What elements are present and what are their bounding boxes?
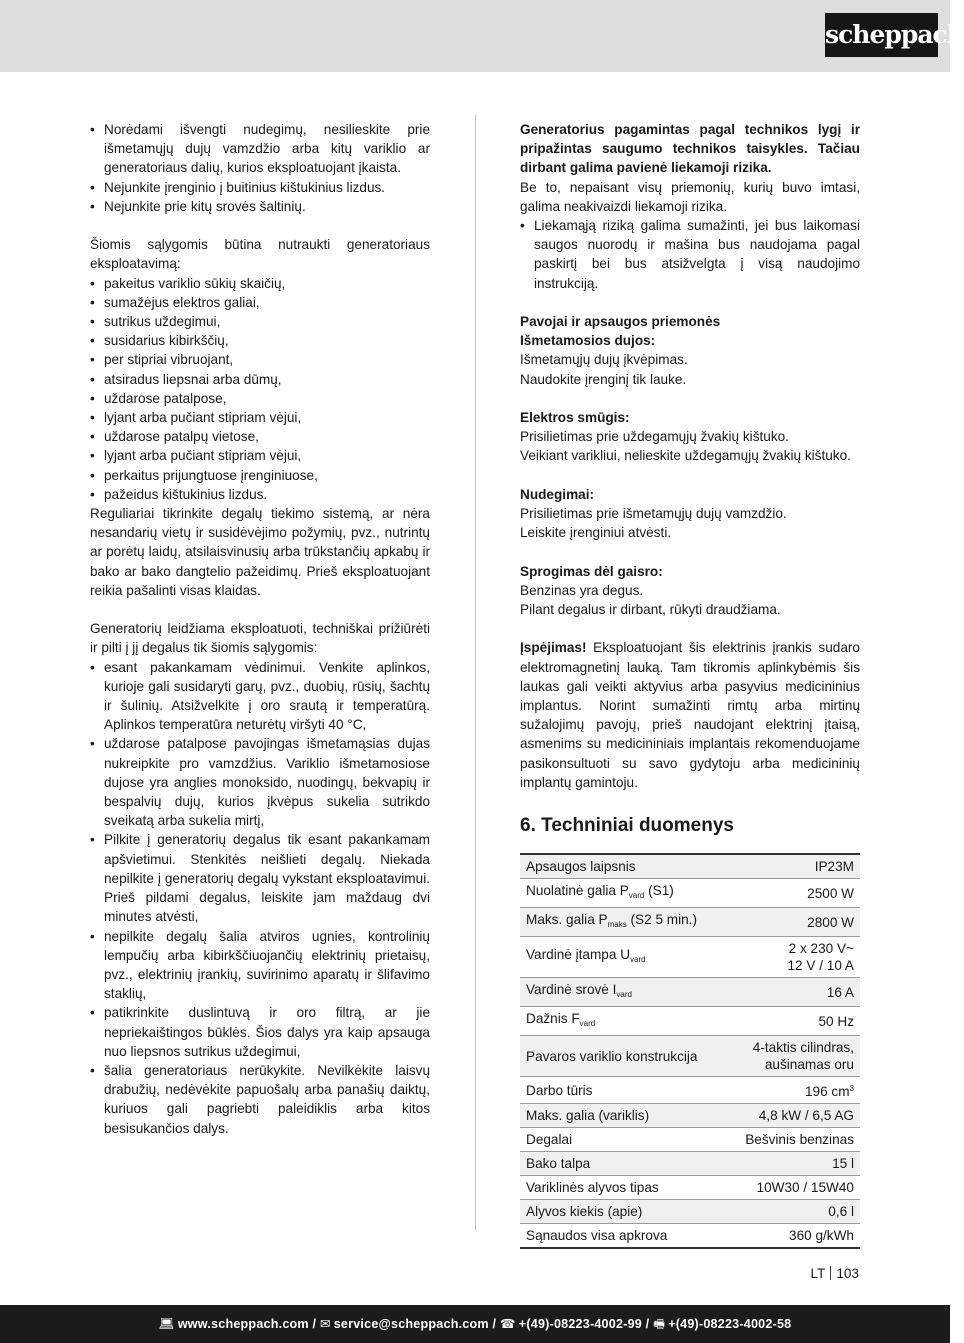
mail-icon: ✉︎ [319,1317,331,1331]
spec-label: Dažnis $F_{vard}$ [520,1007,725,1036]
spec-label: Maks. galia $P_{maks}$ (S2 5 min.) [520,908,725,937]
list-item: • uždarose patalpose, [90,389,430,408]
phone-icon: ☎︎ [499,1317,516,1331]
list-item: • susidarius kibirkščių, [90,331,430,350]
spec-value: 0,6 l [725,1200,860,1224]
spec-value: 2800 W [725,908,860,937]
list-item: • Liekamąją riziką galima sumažinti, jei bus laikomasi saugos nuorodų ir mašina bus naudojama pagal paskirtį bei bus atsižvelgta į visą naudojimo instrukciją. [520,216,860,293]
spec-value: 4-taktis cilindras, aušinamas oru [725,1036,860,1077]
exhaust-title: Išmetamosios dujos: [520,333,656,349]
right-column [520,120,860,1249]
list-item: • sumažėjus elektros galiai, [90,293,430,312]
spec-value: 2 x 230 V~ 12 V / 10 A [725,937,860,978]
spec-label: Pavaros variklio konstrukcija [520,1036,725,1077]
spec-label: Apsaugos laipsnis [520,854,725,879]
page-number-separator [830,1266,831,1280]
spec-value: 10W30 / 15W40 [725,1176,860,1200]
residual-risk-heading: Generatorius pagamintas pagal technikos lygį ir pripažintas saugumo technikos taisykles. Tačiau dirbant galima pavienė liekamoji rizika. [520,122,860,176]
fire-line: Benzinas yra degus. [520,582,644,598]
warning-paragraph [520,638,860,792]
table-row [520,978,860,1007]
column-divider [475,115,476,1230]
list-item: • per stipriai vibruojant, [90,350,430,369]
hazards-title: Pavojai ir apsaugos priemonės [520,314,721,330]
table-row [520,879,860,908]
list-item: • Nejunkite įrenginio į buitinius kištukinius lizdus. [90,178,430,197]
fire-line: Pilant degalus ir dirbant, rūkyti draudžiama. [520,602,781,618]
fire-title: Sprogimas dėl gaisro: [520,563,663,579]
list-item: • Norėdami išvengti nudegimų, nesilieskite prie išmetamųjų dujų vamzdžio arba kitų variklio ar generatoriaus dalių, kurios eksploatuojant įkaista. [90,120,430,178]
spec-label: Nuolatinė galia $P_{vard}$ (S1) [520,879,725,908]
footer-phone: +(49)-08223-4002-99 [518,1317,642,1331]
inspection-paragraph: Reguliariai tikrinkite degalų tiekimo sistemą, ar nėra nesandarių vietų ir susidėvėjimo požymių, pvz., nutrintų ar porėtų laidų, atsilaisvinusių arba trūkstančių apkabų ir bako ar bako dangtelio pažeidimų. Prieš eksploatuojant reikia pašalinti visas klaidas. [90,506,430,598]
spec-value: 4,8 kW / 6,5 AG [725,1104,860,1128]
footer-bar: 💻︎ www.scheppach.com / ✉︎ service@scheppach.com / ☎︎ +(49)-08223-4002-99 / 🖷︎ +(49)-08223-4002-58 [0,1305,950,1343]
list-item: • lyjant arba pučiant stipriam vėjui, [90,446,430,465]
spec-label: Alyvos kiekis (apie) [520,1200,725,1224]
list-item: • lyjant arba pučiant stipriam vėjui, [90,408,430,427]
operation-conditions-list [90,658,430,1138]
spec-label: Bako talpa [520,1152,725,1176]
table-row [520,1077,860,1104]
footer-website: www.scheppach.com [177,1317,309,1331]
page-language: LT [810,1266,826,1281]
table-row [520,1176,860,1200]
list-item: • uždarose patalpose pavojingas išmetamąsias dujas nukreipkite pro vamzdžius. Variklio išmetamosiose dujose yra anglies monoksido, nuodingų, bekvapių ir bespalvių dujų, kurios įkvėpus sukelia sutrikdo sveikatą arba sukelia mirtį, [90,734,430,830]
table-row [520,1152,860,1176]
stop-conditions-intro: Šiomis sąlygomis būtina nutraukti generatoriaus eksploatavimą: [90,237,430,272]
stop-conditions-list [90,274,430,504]
spec-label: Degalai [520,1128,725,1152]
spec-value: 15 l [725,1152,860,1176]
list-item: • sutrikus uždegimui, [90,312,430,331]
shock-line: Prisilietimas prie uždegamųjų žvakių kištuko. [520,429,789,445]
left-column [90,120,430,1138]
fax-icon: 🖷︎ [653,1317,666,1331]
exhaust-line: Naudokite įrenginį tik lauke. [520,371,687,387]
table-row [520,854,860,879]
footer-email: service@scheppach.com [333,1317,489,1331]
scheppach-logo: scheppach [825,13,938,57]
warning-text: Eksploatuojant šis elektrinis įrankis sudaro elektromagnetinį lauką. Tam tikromis aplinkybėmis šis laukas gali veikti aktyvius arba pasyvius medicininius implantus. Norint sumažinti rimtų arba mirtinų sužalojimų pavojų, prieš naudojant elektrinį įtaisą, asmenims su medicininiais implantais rekomenduojame pasikonsultuoti su savo gydytoju arba medicininių implantų gamintoju. [520,640,860,790]
warning-label: Įspėjimas! [520,640,587,656]
list-item: • Pilkite į generatorių degalus tik esant pakankamam apšvietimui. Stenkitės neišlieti degalų. Niekada nepilkite į generatorių degalų vykstant eksploatavimui. Prieš pildami degalus, leiskite jam maždaug dvi minutes atvėsti, [90,830,430,926]
list-item: • nepilkite degalų šalia atviros ugnies, kontrolinių lempučių arba kibirkščiuojančių elektrinių prietaisų, pvz., elektrinių įrankių, suvirinimo aparatų ir šlifavimo staklių, [90,927,430,1004]
footer-fax: +(49)-08223-4002-58 [668,1317,792,1331]
spec-value: 360 g/kWh [725,1224,860,1249]
table-row [520,1224,860,1249]
page-number [810,1266,859,1281]
specs-table [520,853,860,1249]
list-item: • patikrinkite duslintuvą ir oro filtrą, ar jie nepriekaištingos būklės. Šios dalys yra kaip apsauga nuo liepsnos sutrikus uždegimui, [90,1003,430,1061]
table-row [520,1128,860,1152]
list-item: • pakeitus variklio sūkių skaičių, [90,274,430,293]
table-row [520,1007,860,1036]
section-title: 6. Techniniai duomenys [520,815,734,837]
spec-label: Variklinės alyvos tipas [520,1176,725,1200]
spec-value: Bešvinis benzinas [725,1128,860,1152]
table-row [520,1036,860,1077]
list-item: • perkaitus prijungtuose įrenginiuose, [90,466,430,485]
spec-label: Vardinė srovė $I_{vard}$ [520,978,725,1007]
spec-value: 16 A [725,978,860,1007]
burn-line: Leiskite įrenginiui atvėsti. [520,525,672,541]
list-item: • Nejunkite prie kitų srovės šaltinių. [90,197,430,216]
spec-value: IP23M [725,854,860,879]
spec-label: Sąnaudos visa apkrova [520,1224,725,1249]
burn-title: Nudegimai: [520,486,595,502]
page-number-value: 103 [836,1266,859,1281]
exhaust-line: Išmetamųjų dujų įkvėpimas. [520,352,688,368]
list-item: • šalia generatoriaus nerūkykite. Nevilkėkite laisvų drabužių, nedėvėkite papuošalų arba panašių daiktų, kuriuos gali pagriebti paleidiklis arba kitos besisukančios dalys. [90,1061,430,1138]
table-row [520,1200,860,1224]
spec-label: Darbo tūris [520,1077,725,1104]
safety-bullet-list [90,120,430,216]
shock-line: Veikiant varikliui, nelieskite uždegamųjų žvakių kištuko. [520,448,851,464]
spec-label: Maks. galia (variklis) [520,1104,725,1128]
residual-risk-list [520,216,860,293]
spec-value: 50 Hz [725,1007,860,1036]
table-row [520,908,860,937]
header-bar [0,0,964,72]
spec-value: 196 $cm^3$ [725,1077,860,1104]
table-row [520,1104,860,1128]
residual-risk-text: Be to, nepaisant visų priemonių, kurių buvo imtasi, galima neakivaizdi liekamoji rizika. [520,179,860,214]
list-item: • atsiradus liepsnai arba dūmų, [90,370,430,389]
burn-line: Prisilietimas prie išmetamųjų dujų vamzdžio. [520,506,787,522]
spec-value: 2500 W [725,879,860,908]
operation-intro: Generatorių leidžiama eksploatuoti, techniškai prižiūrėti ir pilti į jį degalus tik šiomis sąlygomis: [90,621,430,656]
spec-label: Vardinė įtampa $U_{vard}$ [520,937,725,978]
computer-icon: 💻︎ [158,1317,175,1331]
list-item: • esant pakankamam vėdinimui. Venkite aplinkos, kurioje gali susidaryti garų, pvz., duobių, rūsių, šachtų ir šulinių. Atsižvelkite į oro srautą ir temperatūrą. Aplinkos temperatūra neturėtų viršyti 40 °C, [90,658,430,735]
shock-title: Elektros smūgis: [520,410,630,426]
list-item: • uždarose patalpų vietose, [90,427,430,446]
list-item: • pažeidus kištukinius lizdus. [90,485,430,504]
table-row [520,937,860,978]
